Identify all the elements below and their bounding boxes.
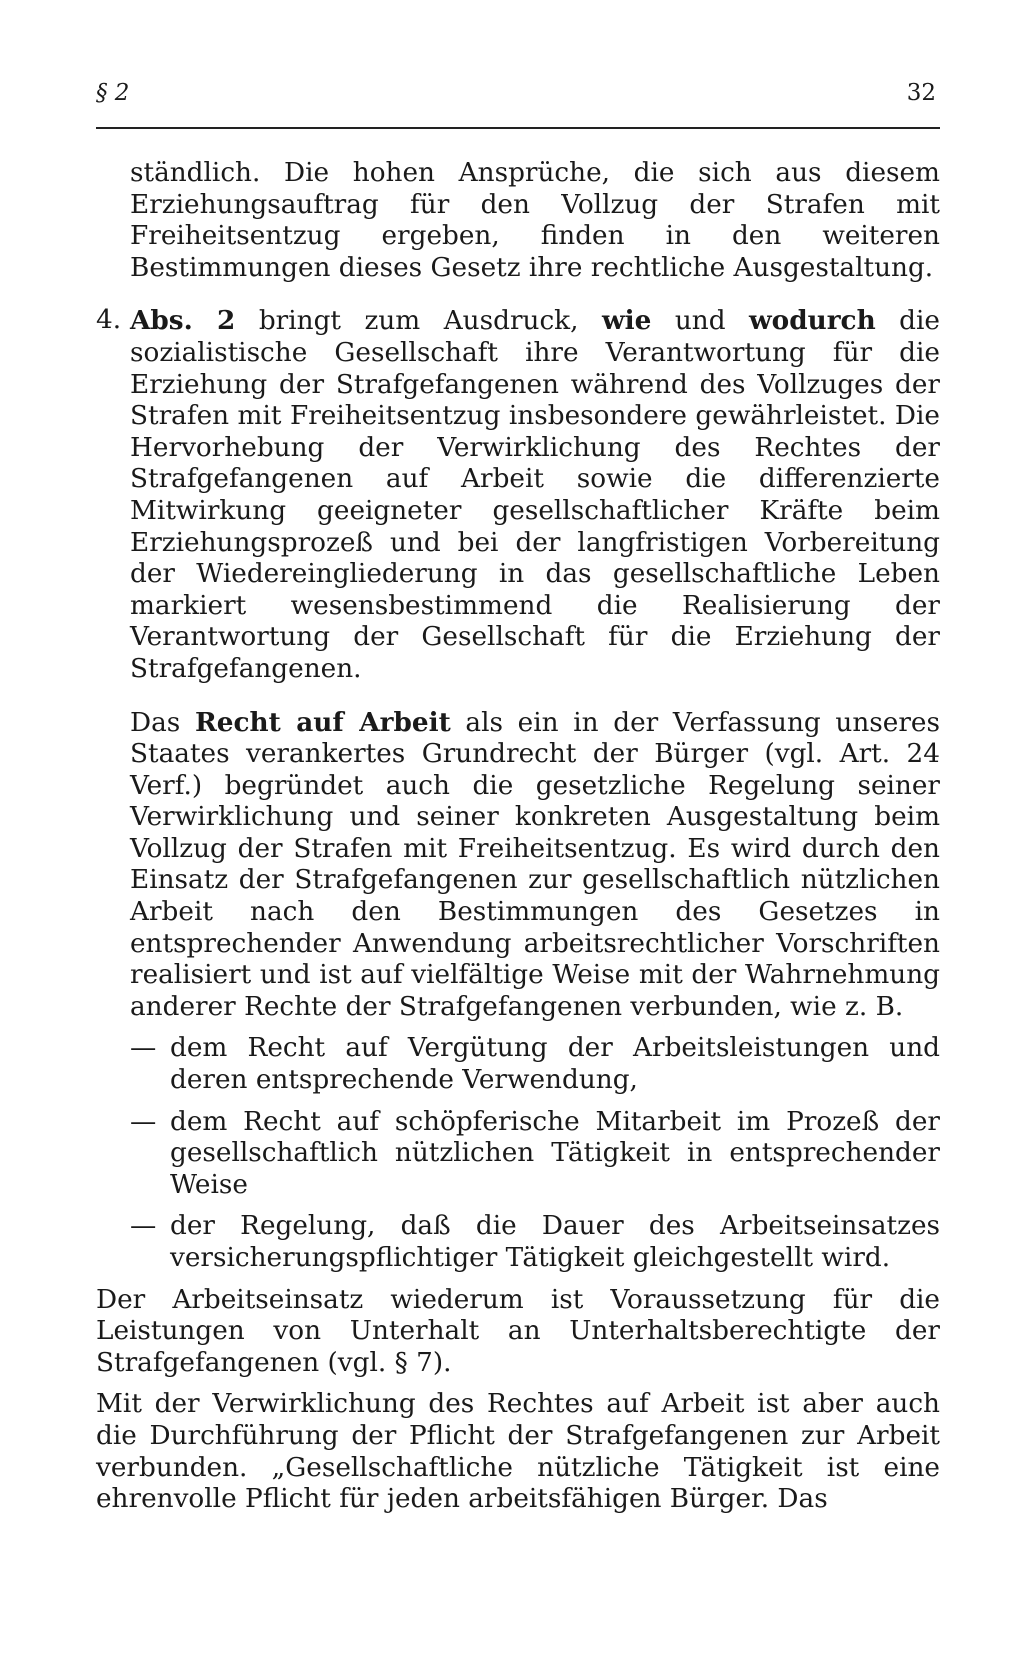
dash-marker: — [130,1106,157,1137]
list-item-text: dem Recht auf schöpferische Mitarbeit im Prozeß der gesellschaftlich nützlichen Tätigkeit in entsprechender Weise [170,1106,940,1200]
dash-marker: — [130,1211,157,1242]
text-after: als ein in der Verfassung unseres Staates verankertes Grundrecht der Bürger (vgl. Art. 24 Verf.) begründet auch die gesetzliche Regelung seiner Verwirklichung und seiner konkreten Ausgestaltung beim Vollzug der Strafen mit Freiheitsentzug. Es wird durch den Einsatz der Strafgefangenen zur gesellschaftlich nützlichen Arbeit nach den Bestimmungen des Gesetzes in entsprechender Anwendung arbeitsrechtlicher Vorschriften realisiert und ist auf vielfältige Weise mit der Wahrnehmung anderer Rechte der Strafgefangenen verbunden, wie z. B. [130,707,940,1022]
header-rule [96,127,940,129]
item-text-3: die sozialistische Gesellschaft ihre Verantwortung für die Erziehung der Strafgefangenen während des Vollzuges der Strafen mit Freiheitsentzug insbesondere gewährleistet. Die Hervorhebung der Verwirklichung des Rechtes der Strafgefangenen auf Arbeit sowie die differenzierte Mitwirkung geeigneter gesellschaftlicher Kräfte beim Erziehungsprozeß und bei der langfristigen Vorbereitung der Wiedereingliederung in das gesellschaftliche Leben markiert wesensbestimmend die Realisierung der Verantwortung der Gesellschaft für die Erziehung der Strafgefangenen. [130,306,940,684]
item-number: 4. [96,305,122,336]
text-before: Das [130,707,195,738]
paragraph-arbeitseinsatz: Der Arbeitseinsatz wiederum ist Voraussetzung für die Leistungen von Unterhalt an Unterhaltsberechtigte der Strafgefangenen (vgl. § 7). [96,1284,940,1378]
bold-term-recht-auf-arbeit: Recht auf Arbeit [194,706,451,738]
list-item [96,1033,940,1096]
paragraph-continuation: ständlich. Die hohen Ansprüche, die sich aus diesem Erziehungsauftrag für den Vollzug der Strafen mit Freiheitsentzug ergeben, finden in den weiteren Bestimmungen dieses Gesetz ihre rechtliche Ausgestaltung. [130,158,940,283]
bold-term-wodurch: wodurch [749,305,876,337]
bold-term-abs2: Abs. 2 [130,305,236,337]
item-text-2: und [651,306,750,337]
page-body [96,158,940,1526]
paragraph-recht-auf-arbeit [96,707,940,1024]
bold-term-wie: wie [601,305,652,337]
page-number: 32 [906,80,936,106]
list-item [96,1211,940,1274]
numbered-item-4 [96,305,940,685]
dash-list [96,1033,940,1274]
list-item-text: der Regelung, daß die Dauer des Arbeitseinsatzes versicherungspflichtiger Tätigkeit gleichgestellt wird. [170,1211,940,1273]
page-header [96,76,936,110]
item-text-1: bringt zum Ausdruck, [235,306,602,337]
list-item-text: dem Recht auf Vergütung der Arbeitsleistungen und deren entsprechende Verwendung, [170,1033,940,1096]
paragraph-pflicht-zur-arbeit: Mit der Verwirklichung des Rechtes auf Arbeit ist aber auch die Durchführung der Pflicht der Strafgefangenen zur Arbeit verbunden. „Gesellschaftliche nützliche Tätigkeit ist eine ehrenvolle Pflicht für jeden arbeitsfähigen Bürger. Das [96,1389,940,1515]
dash-marker: — [130,1033,157,1064]
section-label: § 2 [96,80,130,106]
list-item [96,1107,940,1202]
